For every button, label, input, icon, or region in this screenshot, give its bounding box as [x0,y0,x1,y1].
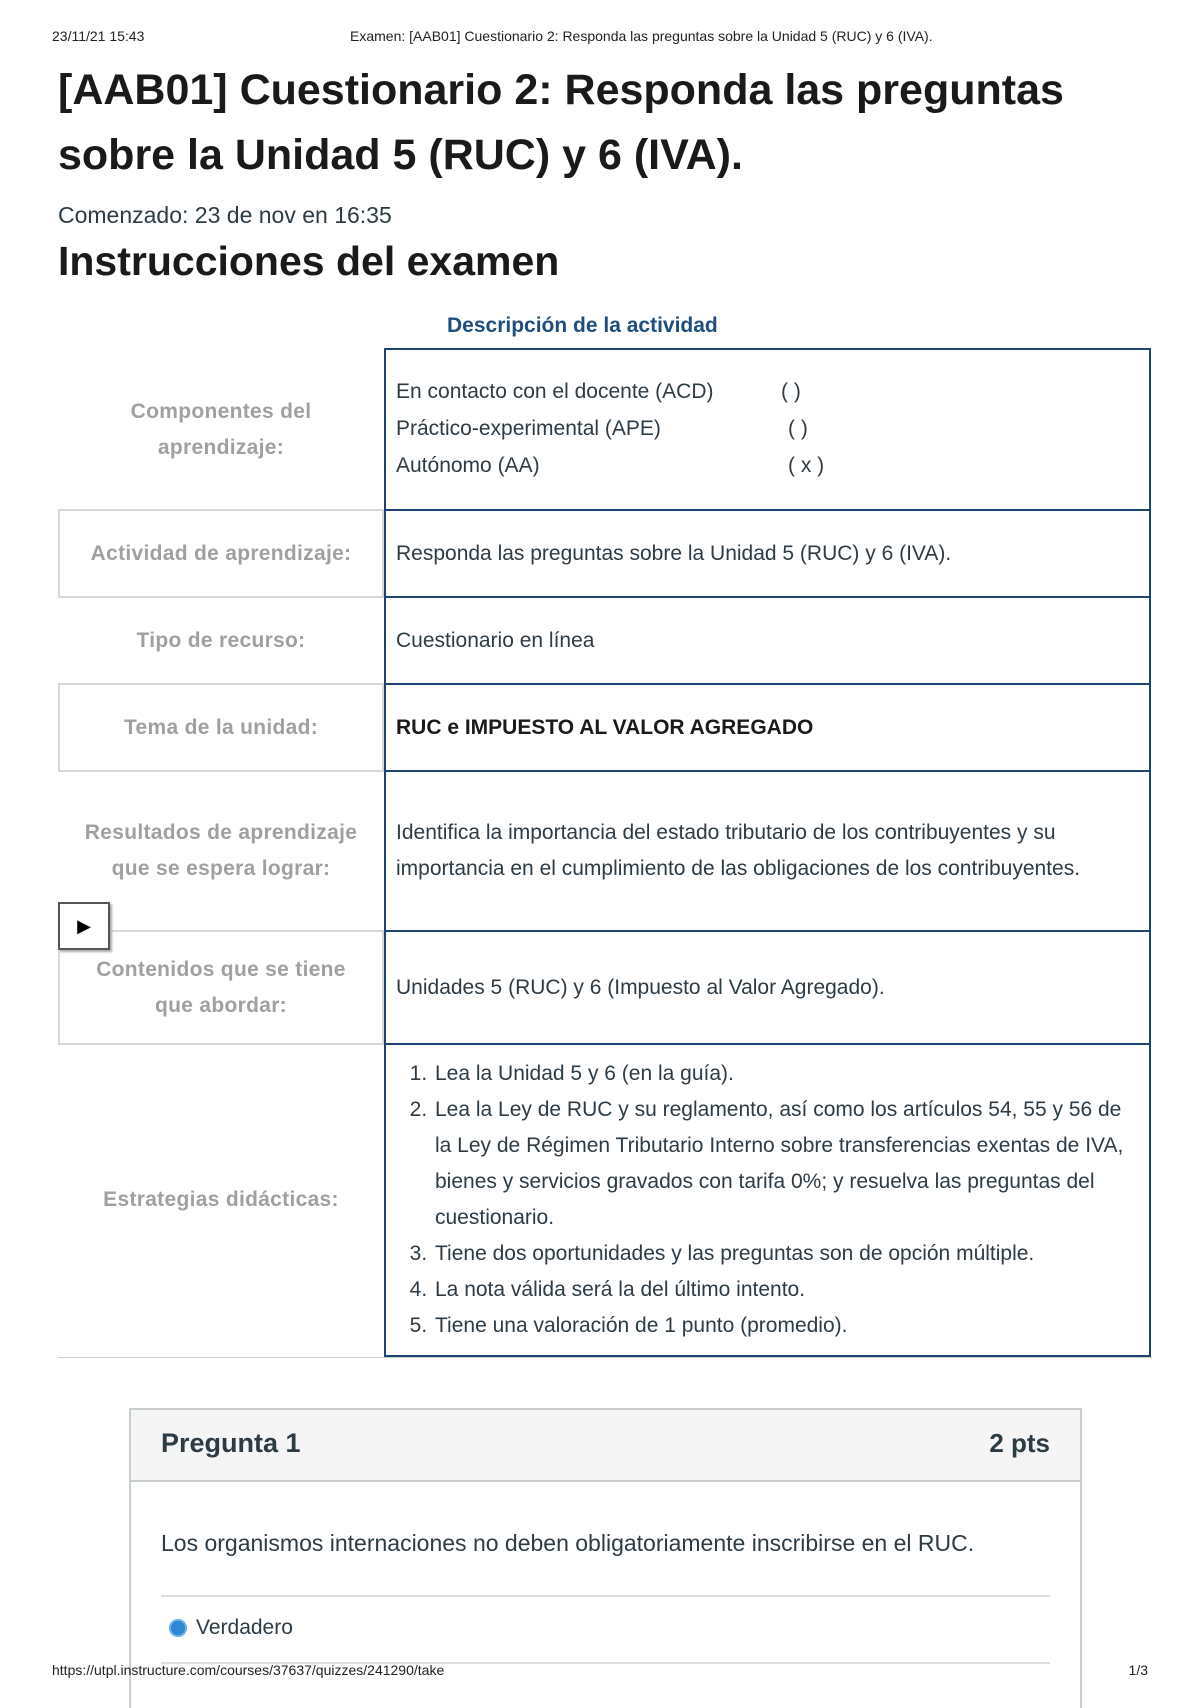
results-value: Identifica la importancia del estado tributario de los contribuyentes y su importancia en el cumplimiento de las obligaciones de los contribuyentes. [384,770,1151,932]
started-timestamp: Comenzado: 23 de nov en 16:35 [58,202,392,228]
print-footer [52,1662,1148,1678]
answer-option[interactable] [169,1616,293,1640]
question-header [131,1410,1080,1482]
strategies-value [384,1043,1151,1357]
answer-label: Verdadero [196,1616,293,1639]
table-row-resource [58,596,1152,685]
list-item: 2. Lea la Ley de RUC y su reglamento, así como los artículos 54, 55 y 56 de la Ley de Régimen Tributario Interno sobre transferencias exentas de IVA, bienes y servicios gravados con tarifa 0%; y resuelva las preguntas del cuestionario. [433,1092,1131,1236]
list-item: 5. Tiene una valoración de 1 punto (promedio). [433,1308,1131,1344]
table-row-contents [58,930,1152,1045]
print-header [52,28,1148,48]
strategies-label: Estrategias didácticas: [103,1188,339,1211]
print-url: https://utpl.instructure.com/courses/37637/quizzes/241290/take [52,1662,445,1678]
component-name: En contacto con el docente (ACD) [396,380,714,403]
divider [58,1357,1152,1358]
component-item [396,374,1131,411]
list-item: 3. Tiene dos oportunidades y las preguntas son de opción múltiple. [433,1236,1131,1272]
topic-value: RUC e IMPUESTO AL VALOR AGREGADO [384,683,1151,772]
table-row-topic [58,683,1152,772]
list-item: 4. La nota válida será la del último intento. [433,1272,1131,1308]
component-mark: ( ) [781,380,801,403]
print-doc-title: Examen: [AAB01] Cuestionario 2: Responda las preguntas sobre la Unidad 5 (RUC) y 6 (IVA). [350,28,933,44]
topic-label: Tema de la unidad: [58,683,384,772]
component-item [396,411,1131,448]
question-points: 2 pts [989,1428,1050,1458]
component-item [396,448,1131,485]
play-button[interactable] [58,902,110,950]
contents-label: Contenidos que se tiene que abordar: [58,930,384,1045]
resource-value: Cuestionario en línea [384,596,1151,685]
section-title: Instrucciones del examen [58,238,560,284]
table-caption: Descripción de la actividad [447,314,718,337]
page-number: 1/3 [1128,1662,1148,1678]
activity-value: Responda las preguntas sobre la Unidad 5 (RUC) y 6 (IVA). [384,509,1151,598]
table-row-activity [58,509,1152,598]
component-name: Práctico-experimental (APE) [396,417,661,440]
radio-selected-icon[interactable] [169,1619,187,1637]
component-name: Autónomo (AA) [396,454,540,477]
play-icon: ▶ [77,915,91,936]
results-label: Resultados de aprendizaje que se espera lograr: [84,821,358,880]
print-datetime: 23/11/21 15:43 [52,28,145,44]
table-row-results [58,770,1152,932]
activity-label: Actividad de aprendizaje: [58,509,384,598]
components-value [384,348,1151,511]
table-row-strategies [58,1043,1152,1357]
page-title: [AAB01] Cuestionario 2: Responda las preguntas sobre la Unidad 5 (RUC) y 6 (IVA). [58,66,1064,179]
components-label: Componentes del aprendizaje: [130,399,312,459]
strategies-list [396,1056,1131,1344]
question-title: Pregunta 1 [161,1428,301,1458]
question-text: Los organismos internaciones no deben obligatoriamente inscribirse en el RUC. [161,1530,975,1556]
component-mark: ( ) [788,417,808,440]
component-mark: ( x ) [788,454,825,477]
table-row-components [58,348,1152,511]
resource-label: Tipo de recurso: [136,628,306,652]
divider [161,1595,1050,1597]
list-item: 1. Lea la Unidad 5 y 6 (en la guía). [433,1056,1131,1092]
contents-value: Unidades 5 (RUC) y 6 (Impuesto al Valor Agregado). [384,930,1151,1045]
